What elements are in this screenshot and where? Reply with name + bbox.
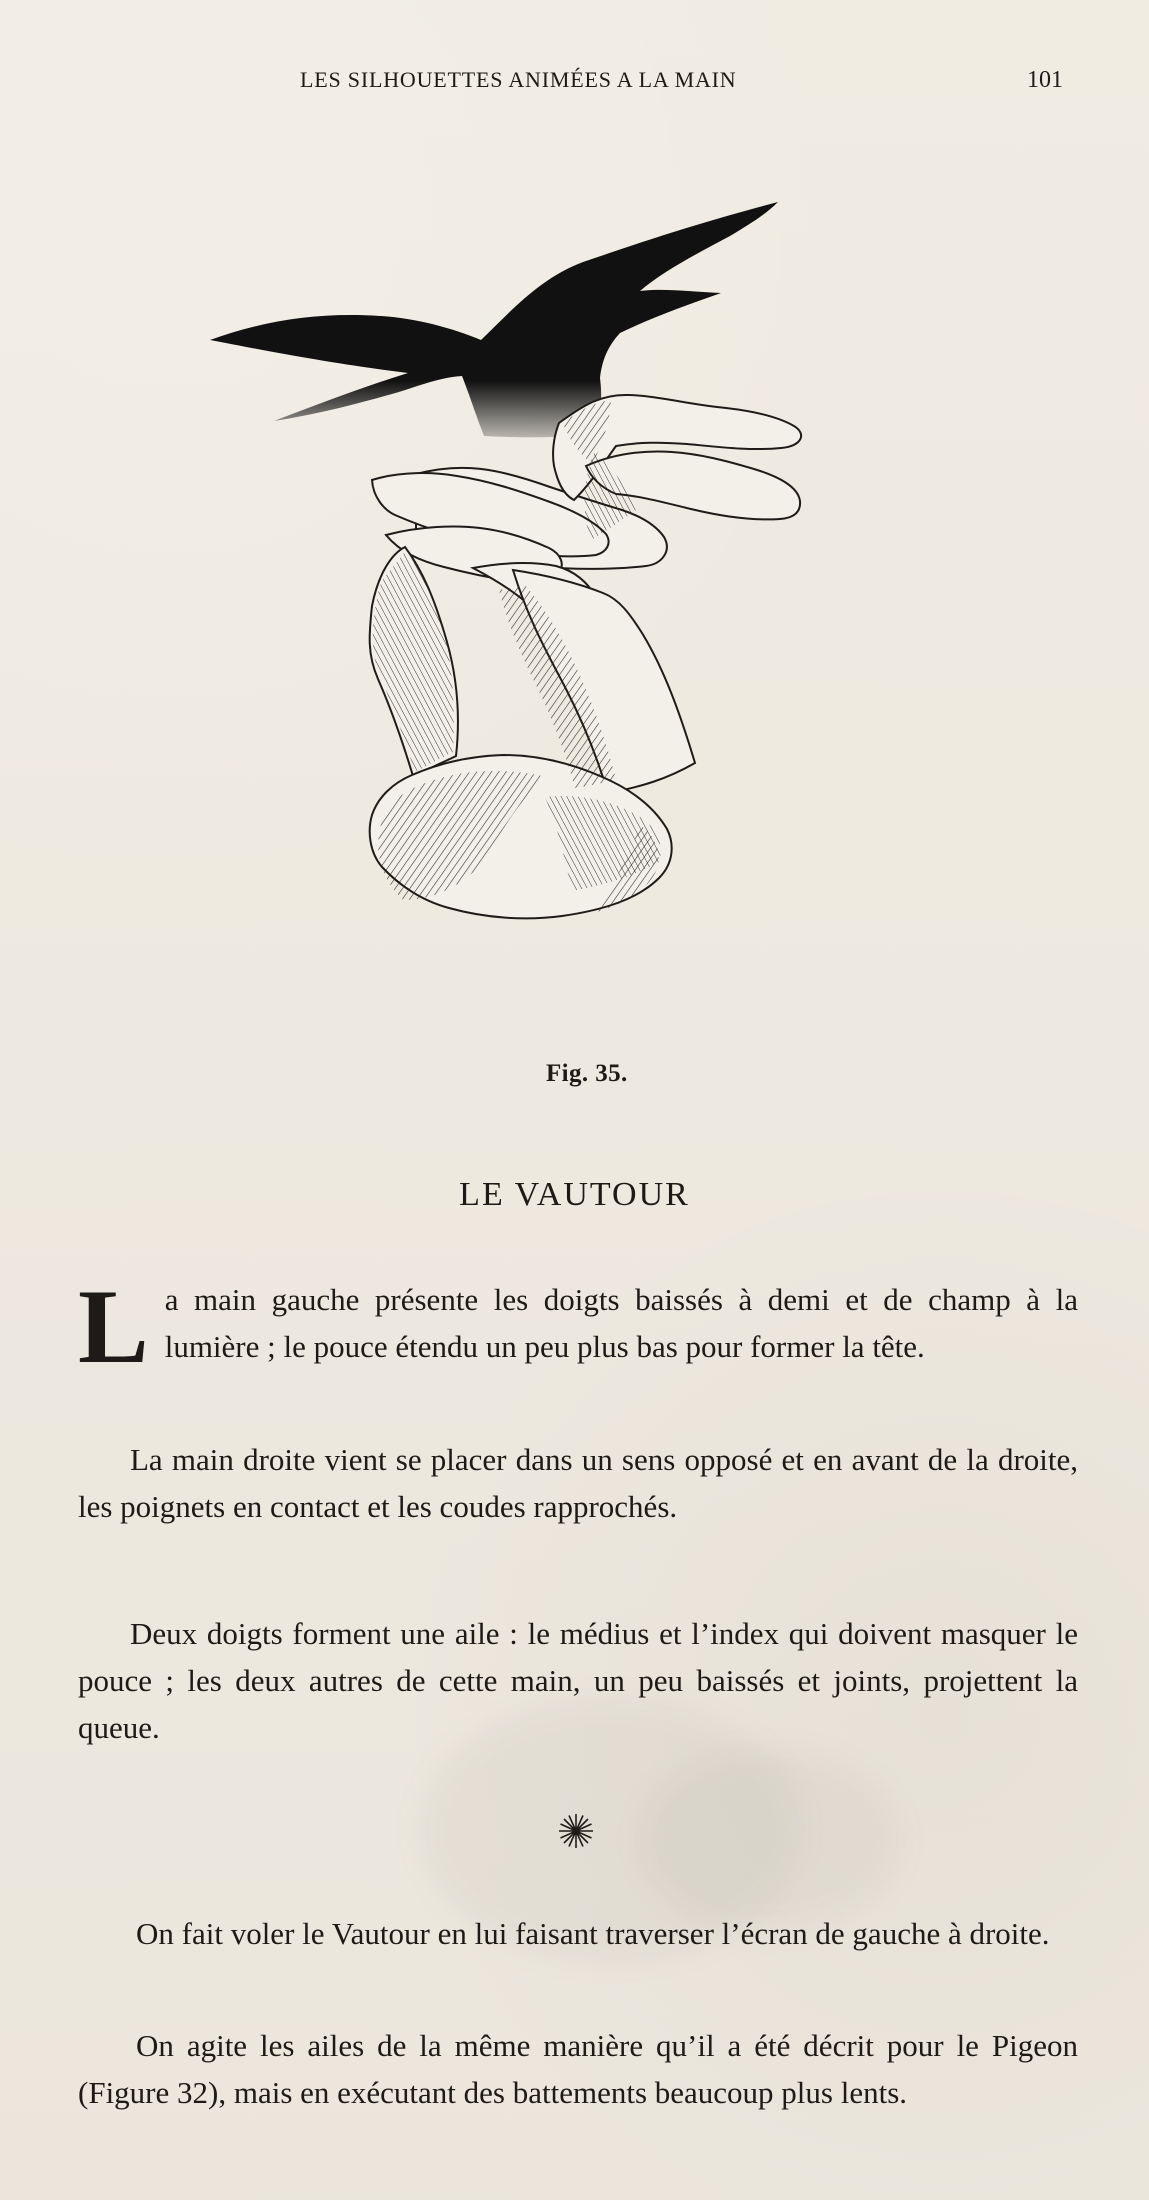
paper-stain [640, 1750, 900, 1930]
paragraph-4: On fait voler le Vautour en lui faisant traverser l’écran de gauche à droite. [136, 1916, 1050, 1951]
starburst-icon [557, 1812, 595, 1850]
figure-caption: Fig. 35. [546, 1060, 628, 1087]
page-header [0, 67, 1149, 107]
section-title: LE VAUTOUR [459, 1176, 690, 1213]
paragraph-1 [78, 1268, 1078, 1426]
running-title: LES SILHOUETTES ANIMÉES A LA MAIN [300, 67, 737, 92]
drop-cap: L [78, 1268, 149, 1385]
paragraph-1-text: a main gauche présente les doigts baissés à demi et de champ à la lumière ; le pouce étendu un peu plus bas pour former la tête. [164, 1282, 1078, 1365]
paragraph-5: On agite les ailes de la même manière qu’il a été décrit pour le Pigeon (Figure 32), mais en exécutant des battements beaucoup plus lents. [78, 2028, 1078, 2111]
paragraph-2: La main droite vient se placer dans un sens opposé et en avant de la droite, les poignets en contact et les coudes rapprochés. [78, 1442, 1078, 1525]
paragraph-3: Deux doigts forment une aile : le médius et l’index qui doivent masquer le pouce ; les deux autres de cette main, un peu baissés et joints, projettent la queue. [78, 1616, 1078, 1746]
figure-illustration [210, 190, 930, 1040]
bird-silhouette [210, 202, 778, 437]
page-number: 101 [1027, 67, 1063, 93]
